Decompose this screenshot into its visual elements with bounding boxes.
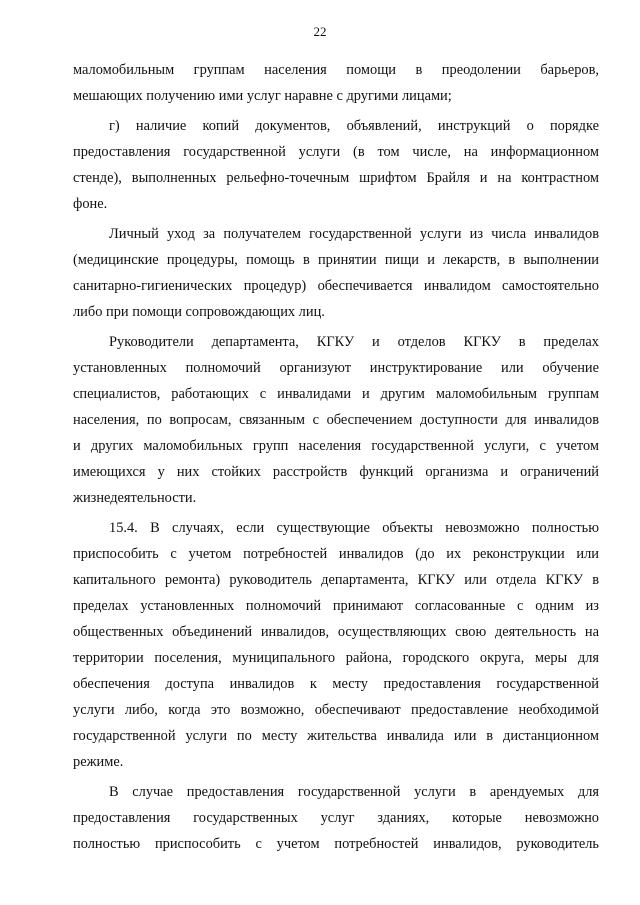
text-line: стенде), выполненных рельефно-точечным шрифтом Брайля и на контрастном <box>73 170 599 186</box>
text-line: полностью приспособить с учетом потребностей инвалидов, руководитель <box>73 836 599 852</box>
text-line: пределах установленных полномочий принимают согласованные с одним из <box>73 598 599 614</box>
text-line: либо при помощи сопровождающих лиц. <box>73 304 325 320</box>
paragraph <box>73 113 599 217</box>
text-line: санитарно-гигиенических процедур) обеспечивается инвалидом самостоятельно <box>73 278 599 294</box>
text-line: специалистов, работающих с инвалидами и другим маломобильным группам <box>73 386 599 402</box>
text-line: Личный уход за получателем государственной услуги из числа инвалидов <box>109 226 599 242</box>
text-line: приспособить с учетом потребностей инвалидов (до их реконструкции или <box>73 546 599 562</box>
text-line: государственной услуги по месту жительства инвалида или в дистанционном <box>73 728 599 744</box>
text-line: В случае предоставления государственной услуги в арендуемых для <box>109 784 599 800</box>
text-line: 15.4. В случаях, если существующие объекты невозможно полностью <box>109 520 599 536</box>
paragraph <box>73 221 599 325</box>
document-body <box>73 57 599 861</box>
text-line: территории поселения, муниципального района, городского округа, меры для <box>73 650 599 666</box>
text-line: фоне. <box>73 196 108 212</box>
text-line: жизнедеятельности. <box>73 490 197 506</box>
page-number: 22 <box>313 24 327 39</box>
paragraph <box>73 329 599 511</box>
text-line: общественных объединений инвалидов, осуществляющих свою деятельность на <box>73 624 599 640</box>
text-line: обеспечения доступа инвалидов к месту предоставления государственной <box>73 676 599 692</box>
text-line: г) наличие копий документов, объявлений, инструкций о порядке <box>109 118 599 134</box>
text-line: услуги либо, когда это возможно, обеспечивают предоставление необходимой <box>73 702 599 718</box>
text-line: режиме. <box>73 754 124 770</box>
text-line: предоставления государственной услуги (в том числе, на информационном <box>73 144 599 160</box>
text-line: населения, по вопросам, связанным с обеспечением доступности для инвалидов <box>73 412 599 428</box>
paragraph <box>73 779 599 857</box>
text-line: маломобильным группам населения помощи в преодолении барьеров, <box>73 62 599 78</box>
text-line: предоставления государственных услуг зданиях, которые невозможно <box>73 810 599 826</box>
text-line: (медицинские процедуры, помощь в принятии пищи и лекарств, в выполнении <box>73 252 599 268</box>
paragraph <box>73 515 599 775</box>
text-line: имеющихся у них стойких расстройств функций организма и ограничений <box>73 464 599 480</box>
text-line: Руководители департамента, КГКУ и отделов КГКУ в пределах <box>109 334 599 350</box>
text-line: мешающих получению ими услуг наравне с другими лицами; <box>73 88 452 104</box>
text-line: капитального ремонта) руководитель департамента, КГКУ или отдела КГКУ в <box>73 572 599 588</box>
paragraph <box>73 57 599 109</box>
text-line: и других маломобильных групп населения государственной услуги, с учетом <box>73 438 599 454</box>
text-line: установленных полномочий организуют инструктирование или обучение <box>73 360 599 376</box>
